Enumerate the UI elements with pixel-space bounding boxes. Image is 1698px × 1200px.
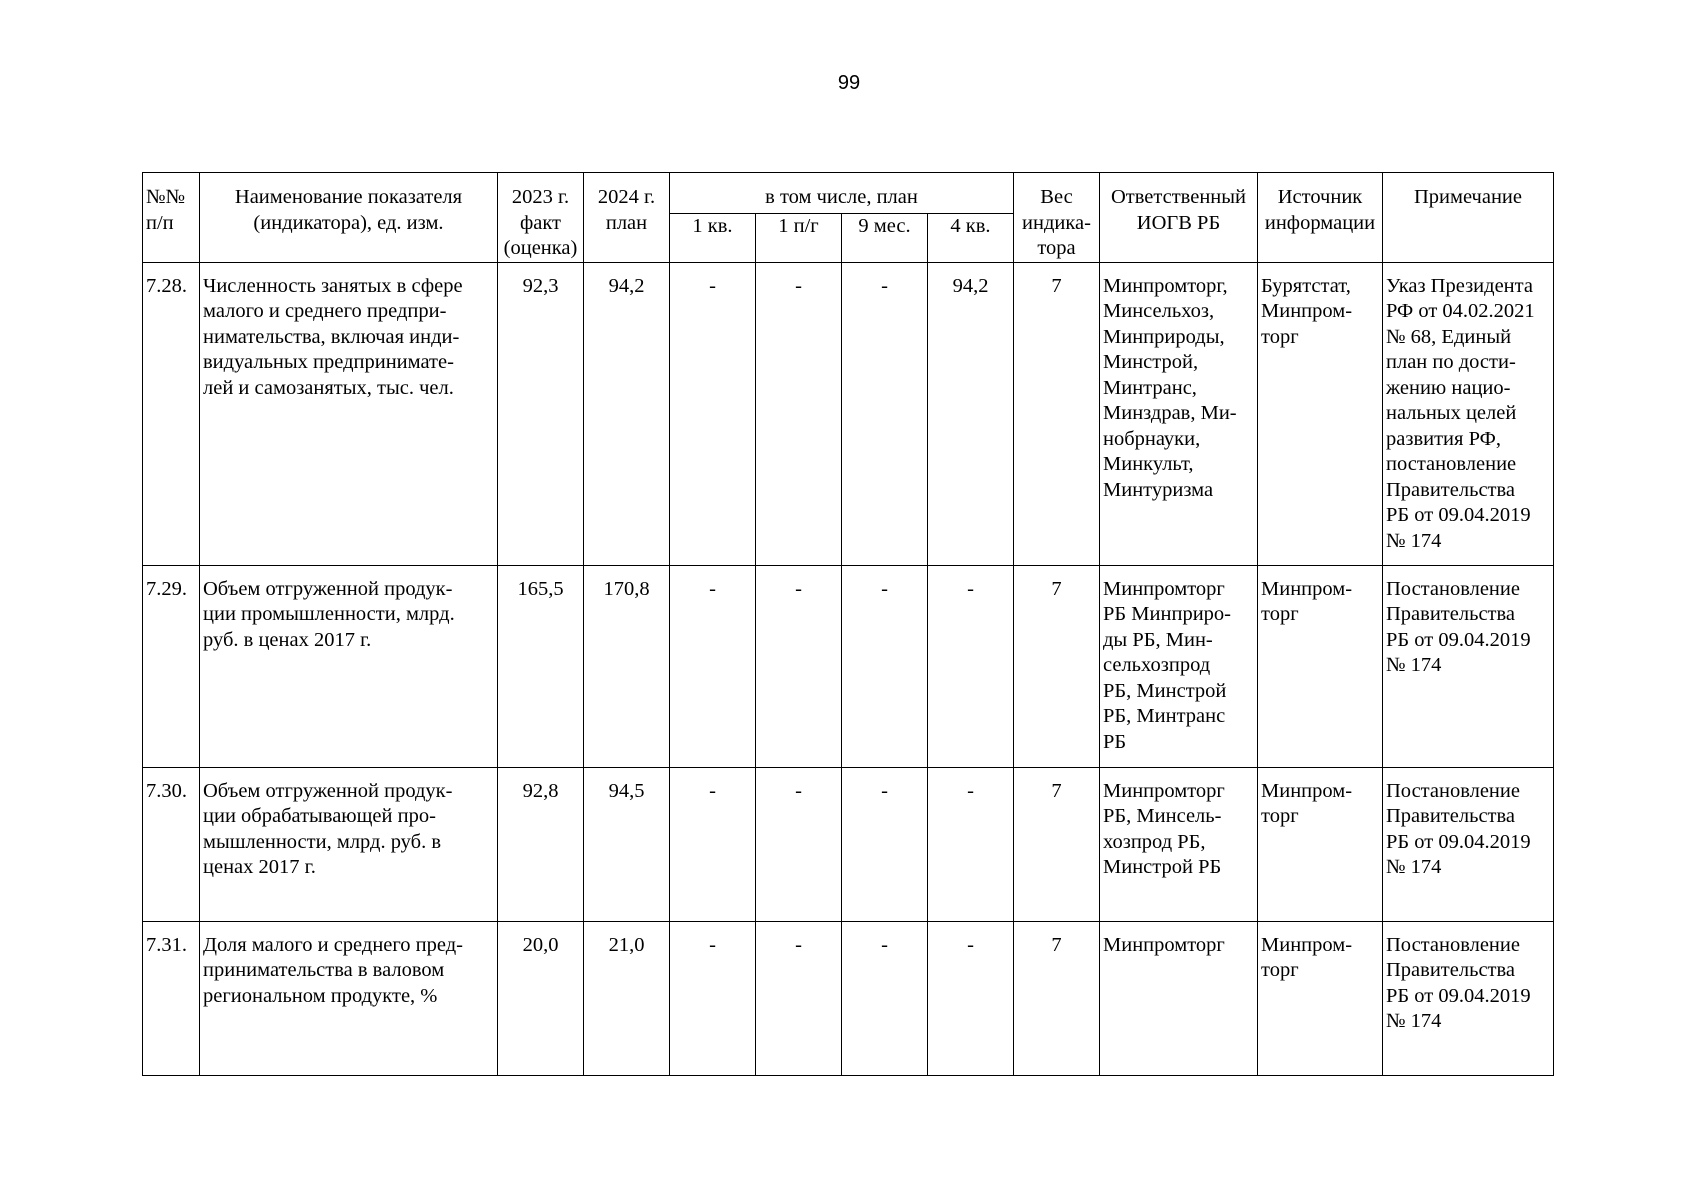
table-row	[143, 921, 1554, 1075]
cell-responsible: Минпромторг РБ Минприро- ды РБ, Мин- сельхозпрод РБ, Минстрой РБ, Минтранс РБ	[1100, 565, 1258, 767]
cell-note: Постановление Правительства РБ от 09.04.2019 № 174	[1383, 565, 1554, 767]
header-source: Источник информации	[1258, 173, 1383, 263]
header-q4: 4 кв.	[928, 213, 1014, 262]
header-name: Наименование показателя (индикатора), ед. изм.	[200, 173, 498, 263]
cell-name: Доля малого и среднего пред- принимательства в валовом региональном продукте, %	[200, 921, 498, 1075]
cell-weight: 7	[1014, 262, 1100, 565]
cell-q4: -	[928, 921, 1014, 1075]
cell-9m: -	[842, 767, 928, 921]
cell-note: Постановление Правительства РБ от 09.04.2019 № 174	[1383, 767, 1554, 921]
cell-9m: -	[842, 262, 928, 565]
cell-q4: -	[928, 565, 1014, 767]
header-fact-2023: 2023 г. факт (оценка)	[498, 173, 584, 263]
cell-h1: -	[756, 565, 842, 767]
header-h1: 1 п/г	[756, 213, 842, 262]
cell-fact: 165,5	[498, 565, 584, 767]
cell-num: 7.28.	[143, 262, 200, 565]
cell-9m: -	[842, 565, 928, 767]
cell-weight: 7	[1014, 921, 1100, 1075]
cell-plan: 94,2	[584, 262, 670, 565]
cell-name: Объем отгруженной продук- ции обрабатывающей про- мышленности, млрд. руб. в ценах 2017 г.	[200, 767, 498, 921]
cell-q1: -	[670, 921, 756, 1075]
cell-num: 7.31.	[143, 921, 200, 1075]
cell-note: Постановление Правительства РБ от 09.04.2019 № 174	[1383, 921, 1554, 1075]
cell-plan: 94,5	[584, 767, 670, 921]
table-header	[143, 173, 1554, 263]
cell-note: Указ Президента РФ от 04.02.2021 № 68, Единый план по дости- жению нацио- нальных целей развития РФ, постановление Правительства РБ от 09.04.2019 № 174	[1383, 262, 1554, 565]
cell-weight: 7	[1014, 565, 1100, 767]
cell-source: Минпром- торг	[1258, 565, 1383, 767]
header-weight: Вес индика- тора	[1014, 173, 1100, 263]
header-num: №№ п/п	[143, 173, 200, 263]
cell-h1: -	[756, 262, 842, 565]
cell-name: Объем отгруженной продук- ции промышленности, млрд. руб. в ценах 2017 г.	[200, 565, 498, 767]
cell-fact: 20,0	[498, 921, 584, 1075]
cell-responsible: Минпромторг	[1100, 921, 1258, 1075]
header-9m: 9 мес.	[842, 213, 928, 262]
table-row	[143, 767, 1554, 921]
header-q1: 1 кв.	[670, 213, 756, 262]
indicators-table	[142, 172, 1554, 1076]
cell-9m: -	[842, 921, 928, 1075]
cell-q4: -	[928, 767, 1014, 921]
header-note: Примечание	[1383, 173, 1554, 263]
cell-source: Бурятстат, Минпром- торг	[1258, 262, 1383, 565]
cell-plan: 21,0	[584, 921, 670, 1075]
header-responsible: Ответственный ИОГВ РБ	[1100, 173, 1258, 263]
cell-num: 7.29.	[143, 565, 200, 767]
cell-q4: 94,2	[928, 262, 1014, 565]
cell-responsible: Минпромторг РБ, Минсель- хозпрод РБ, Минстрой РБ	[1100, 767, 1258, 921]
cell-name: Численность занятых в сфере малого и среднего предпри- нимательства, включая инди- видуальных предпринимате- лей и самозанятых, тыс. чел.	[200, 262, 498, 565]
header-including-plan: в том числе, план	[670, 173, 1014, 214]
cell-responsible: Минпромторг, Минсельхоз, Минприроды, Минстрой, Минтранс, Минздрав, Ми- нобрнауки, Минкульт, Минтуризма	[1100, 262, 1258, 565]
cell-h1: -	[756, 921, 842, 1075]
cell-q1: -	[670, 262, 756, 565]
table-row	[143, 262, 1554, 565]
cell-source: Минпром- торг	[1258, 767, 1383, 921]
cell-weight: 7	[1014, 767, 1100, 921]
cell-fact: 92,8	[498, 767, 584, 921]
cell-q1: -	[670, 565, 756, 767]
cell-h1: -	[756, 767, 842, 921]
table-row	[143, 565, 1554, 767]
page-number: 99	[837, 72, 861, 94]
cell-plan: 170,8	[584, 565, 670, 767]
cell-num: 7.30.	[143, 767, 200, 921]
cell-source: Минпром- торг	[1258, 921, 1383, 1075]
cell-q1: -	[670, 767, 756, 921]
header-plan-2024: 2024 г. план	[584, 173, 670, 263]
cell-fact: 92,3	[498, 262, 584, 565]
